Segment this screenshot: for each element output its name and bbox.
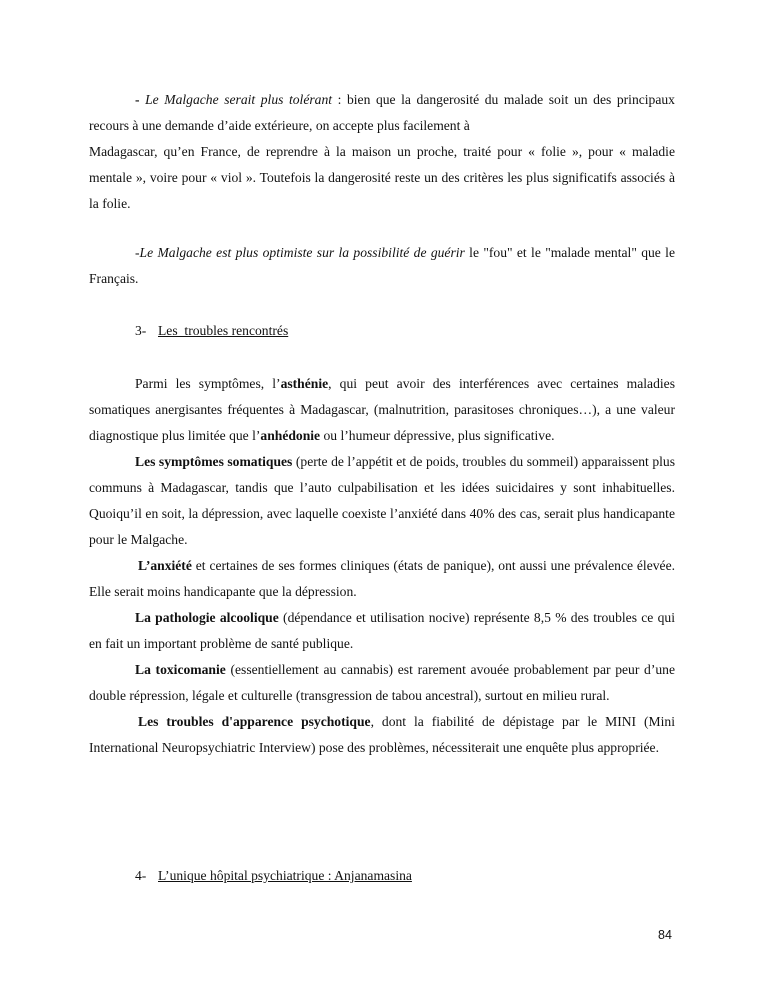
tolerance-paragraph-start xyxy=(89,87,675,139)
optimism-lead: -Le Malgache est plus optimiste sur la possibilité de guérir xyxy=(135,245,465,260)
asthenia-text-c: , qui peut avoir des interférences avec certaines maladies somatiques anergisantes fréquentes à Madagascar, (malnutrition, parasitoses chroniques…), a une valeur diagnostique plus limitée que l’ xyxy=(89,376,675,443)
psychotic-troubles-text: , dont la fiabilité de dépistage par le MINI (Mini International Neuropsychiatric Interview) pose des problèmes, nécessiterait une enquête plus appropriée. xyxy=(89,714,675,755)
tolerance-text: : bien que la dangerosité du malade soit un des principaux recours à une demande d’aide extérieure, on accepte plus facilement à xyxy=(89,92,675,133)
psychotic-troubles-term: Les troubles d'apparence psychotique xyxy=(138,714,371,729)
section-4-heading xyxy=(135,863,412,889)
optimism-block xyxy=(89,240,675,292)
asthenia-paragraph xyxy=(89,371,675,449)
alcohol-text: (dépendance et utilisation nocive) représente 8,5 % des troubles ce qui en fait un important problème de santé publique. xyxy=(89,610,675,651)
optimism-paragraph xyxy=(89,240,675,292)
section-3-number: 3- xyxy=(135,323,147,338)
tolerance-lead: Le Malgache serait plus tolérant xyxy=(139,92,333,107)
asthenia-text-e: ou l’humeur dépressive, plus significative. xyxy=(320,428,555,443)
somatic-symptoms-paragraph xyxy=(89,449,675,553)
anxiety-paragraph xyxy=(89,553,675,605)
drug-addiction-text: (essentiellement au cannabis) est rarement avouée probablement par peur d’une double répression, légale et culturelle (transgression de tabou ancestral), surtout en milieu rural. xyxy=(89,662,675,703)
tolerance-paragraph-continuation: Madagascar, qu’en France, de reprendre à la maison un proche, traité pour « folie », pour « maladie mentale », voire pour « viol ». Toutefois la dangerosité reste un des critères les plus significatifs associés à la folie. xyxy=(89,144,675,211)
drug-addiction-term: La toxicomanie xyxy=(135,662,226,677)
psychotic-troubles-paragraph xyxy=(89,709,675,761)
somatic-symptoms-text: (perte de l’appétit et de poids, troubles du sommeil) apparaissent plus communs à Madagascar, tandis que l’auto culpabilisation et les idées suicidaires y sont inhabituelles. Quoiqu’il en soit, la dépression, avec laquelle coexiste l’anxiété dans 40% des cas, serait plus handicapante pour le Malgache. xyxy=(89,454,675,547)
asthenia-term: asthénie xyxy=(280,376,329,391)
section-4-title: L’unique hôpital psychiatrique : Anjanamasina xyxy=(158,868,412,883)
page-number: 84 xyxy=(658,928,672,942)
asthenia-text-a: Parmi les symptômes, l’ xyxy=(135,376,281,391)
bullet-dash: - xyxy=(135,92,140,107)
optimism-text: le "fou" et le "malade mental" que le Français. xyxy=(89,245,675,286)
section-3-title: Les troubles rencontrés xyxy=(158,323,289,338)
somatic-symptoms-term: Les symptômes somatiques xyxy=(135,454,293,469)
section-4-number: 4- xyxy=(135,868,147,883)
anxiety-term: L’anxiété xyxy=(138,558,192,573)
troubles-block xyxy=(89,371,675,761)
anxiety-text: et certaines de ses formes cliniques (états de panique), ont aussi une prévalence élevée. Elle serait moins handicapante que la dépression. xyxy=(89,558,675,599)
alcohol-term: La pathologie alcoolique xyxy=(135,610,279,625)
tolerance-block xyxy=(89,87,675,217)
section-3-heading xyxy=(135,318,288,344)
drug-addiction-paragraph xyxy=(89,657,675,709)
alcohol-paragraph xyxy=(89,605,675,657)
anhedonia-term: anhédonie xyxy=(260,428,321,443)
